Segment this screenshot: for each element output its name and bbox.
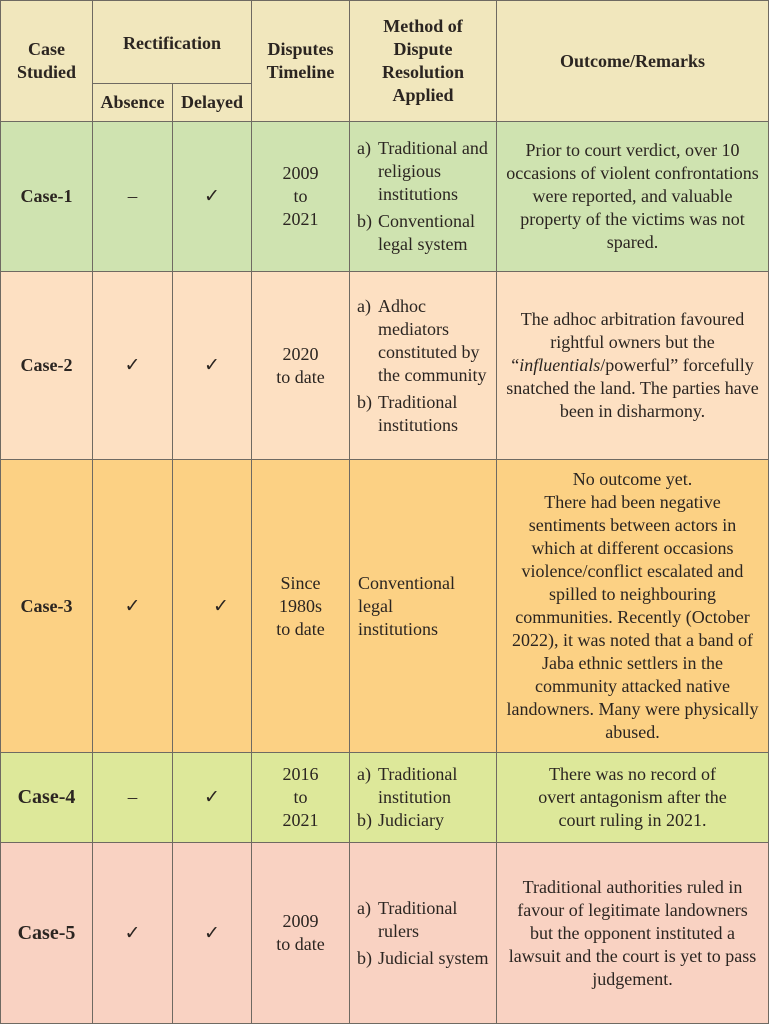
- method-item-text: Traditional and religious institutions: [378, 138, 488, 204]
- table-row: [1, 122, 769, 272]
- header-rectification: Rectification: [93, 1, 252, 84]
- header-outcome: Outcome/Remarks: [497, 1, 769, 122]
- remarks-cell: [497, 843, 769, 1024]
- method-cell: [350, 122, 497, 272]
- remarks-cell: [497, 272, 769, 460]
- header-case-studied: Case Studied: [1, 1, 93, 122]
- timeline-line: 2009: [282, 163, 319, 183]
- method-item-label: a): [357, 897, 371, 918]
- timeline-line: to date: [276, 366, 325, 387]
- timeline-line: 2021: [282, 810, 319, 830]
- method-cell: [350, 460, 497, 753]
- timeline-line: 2021: [282, 209, 319, 229]
- remarks-cell: [497, 460, 769, 753]
- method-item: [357, 947, 492, 970]
- method-item: [357, 897, 492, 943]
- method-item-label: a): [357, 138, 371, 158]
- method-item-label: a): [357, 764, 371, 784]
- timeline-line: 2016: [282, 764, 319, 784]
- absence-check-icon: ✓: [93, 272, 173, 460]
- table-row: [1, 460, 769, 753]
- method-cell: [350, 843, 497, 1024]
- method-item-text: Judicial system: [378, 947, 489, 968]
- timeline-line: to: [293, 186, 308, 206]
- remarks-text: Prior to court verdict, over 10 occasions of violent confrontations were reported, and valuable property of the victims was not spared.: [506, 140, 759, 252]
- timeline-cell: [252, 753, 350, 843]
- method-item-label: b): [357, 947, 372, 968]
- method-item-text: Judiciary: [378, 810, 444, 830]
- remarks-text: [505, 308, 760, 423]
- method-item-text: Traditional institution: [378, 764, 458, 807]
- method-item-label: a): [357, 295, 371, 316]
- method-text: Conventional legal institutions: [358, 572, 455, 639]
- case-label: Case-3: [1, 460, 93, 753]
- remarks-text: Traditional authorities ruled in favour of legitimate landowners but the opponent instituted a lawsuit and the court is yet to pass judgement.: [508, 876, 757, 989]
- timeline-line: 2020: [282, 343, 319, 364]
- delayed-check-icon: ✓: [173, 753, 252, 843]
- method-item-text: Traditional institutions: [378, 391, 459, 435]
- remarks-cell: [497, 122, 769, 272]
- timeline-cell: [252, 122, 350, 272]
- timeline-line: to date: [276, 934, 325, 954]
- method-cell: [350, 753, 497, 843]
- delayed-check-icon: ✓: [173, 122, 252, 272]
- timeline-line: to: [293, 787, 308, 807]
- remarks-text: There had been negative sentiments between actors in which at different occasions violence/conflict escalated and spilled to neighbouring communities. Recently (October 2022), it was noted that a band of Jaba ethnic settlers in the community attacked native landowners. Many were physically abused.: [506, 492, 759, 742]
- remarks-text-part: The adhoc arbitration favoured rightful owners but the “: [511, 309, 745, 375]
- remarks-first-line: No outcome yet.: [572, 469, 693, 489]
- method-item: [357, 295, 492, 387]
- remarks-text-part: /powerful” forcefully snatched the land. The parties have been in disharmony.: [506, 355, 759, 421]
- method-item-label: b): [357, 211, 372, 231]
- method-item: [357, 809, 492, 832]
- method-item-label: b): [357, 391, 372, 412]
- timeline-line: to date: [276, 618, 325, 639]
- remarks-emphasis: influentials: [519, 355, 601, 375]
- timeline-cell: [252, 272, 350, 460]
- remarks-cell: [497, 753, 769, 843]
- table-row: [1, 843, 769, 1024]
- header-absence: Absence: [93, 84, 173, 122]
- method-item-text: Adhoc mediators constituted by the community: [378, 295, 487, 385]
- case-label: Case-2: [1, 272, 93, 460]
- method-item: [357, 137, 492, 206]
- absence-mark: –: [93, 122, 173, 272]
- case-label: Case-4: [1, 753, 93, 843]
- method-item: [357, 391, 492, 437]
- timeline-cell: [252, 843, 350, 1024]
- absence-check-icon: ✓: [93, 460, 173, 753]
- table-row: [1, 753, 769, 843]
- case-label: Case-1: [1, 122, 93, 272]
- timeline-line: 1980s: [278, 595, 322, 616]
- delayed-check-icon: ✓: [173, 272, 252, 460]
- timeline-line: Since: [280, 572, 321, 593]
- method-cell: [350, 272, 497, 460]
- delayed-check-icon: ✓: [173, 460, 252, 753]
- absence-check-icon: ✓: [93, 843, 173, 1024]
- method-item-text: Traditional rulers: [378, 897, 458, 941]
- method-item-label: b): [357, 810, 372, 830]
- header-delayed: Delayed: [173, 84, 252, 122]
- remarks-text: There was no record of overt antagonism after the court ruling in 2021.: [538, 764, 727, 830]
- delayed-check-icon: ✓: [173, 843, 252, 1024]
- header-disputes-timeline: Disputes Timeline: [252, 1, 350, 122]
- method-item: [357, 763, 492, 809]
- timeline-cell: [252, 460, 350, 753]
- header-method: Method of Dispute Resolution Applied: [350, 1, 497, 122]
- case-label: Case-5: [1, 843, 93, 1024]
- table-row: [1, 272, 769, 460]
- absence-mark: –: [93, 753, 173, 843]
- method-item: [357, 210, 492, 256]
- timeline-line: 2009: [282, 911, 319, 931]
- method-item-text: Conventional legal system: [378, 211, 475, 254]
